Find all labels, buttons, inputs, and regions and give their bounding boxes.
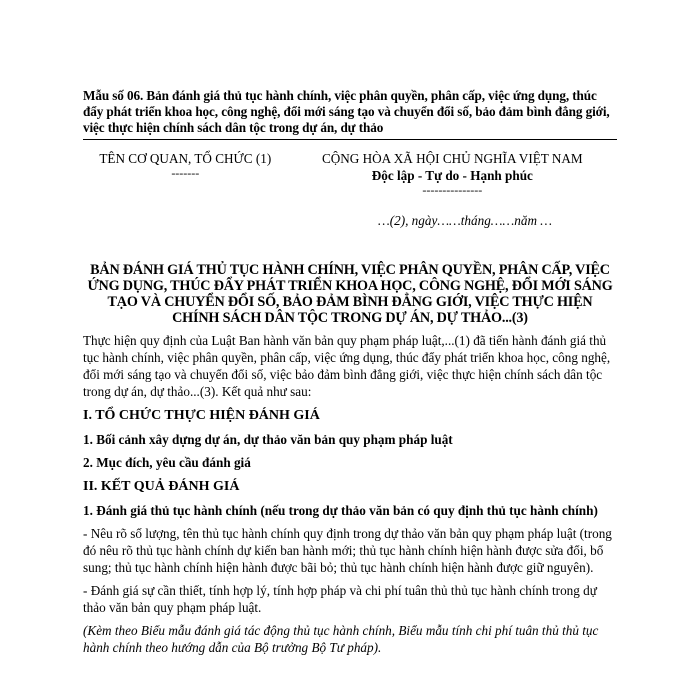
section-2-note: (Kèm theo Biểu mẫu đánh giá tác động thủ tục hành chính, Biểu mẫu tính chi phí tuân thủ thủ tục hành chính theo hướng dẫn của Bộ trưởng Bộ Tư pháp). <box>83 623 599 655</box>
agency-rule: ------- <box>171 166 200 180</box>
document-title: BẢN ĐÁNH GIÁ THỦ TỤC HÀNH CHÍNH, VIỆC PHÂN QUYỀN, PHÂN CẤP, VIỆC ỨNG DỤNG, THÚC ĐẨY PHÁT TRIỂN KHOA HỌC, CÔNG NGHỆ, ĐỔI MỚI SÁNG TẠO VÀ CHUYỂN ĐỔI SỐ, BẢO ĐẢM BÌNH ĐẲNG GIỚI, VIỆC THỰC HIỆN CHÍNH SÁCH DÂN TỘC TRONG DỰ ÁN, DỰ THẢO...(3) <box>87 262 613 326</box>
national-block <box>288 150 617 197</box>
agency-name: TÊN CƠ QUAN, TỔ CHỨC (1) <box>99 151 272 166</box>
place-date-line: …(2), ngày……tháng……năm … <box>377 213 552 228</box>
country-name: CỘNG HÒA XÃ HỘI CHỦ NGHĨA VIỆT NAM <box>321 151 583 166</box>
section-2-heading: II. KẾT QUẢ ĐÁNH GIÁ <box>83 479 240 494</box>
section-1-item-1: 1. Bối cảnh xây dựng dự án, dự thảo văn bản quy phạm pháp luật <box>83 432 453 447</box>
section-2-bullet-1: - Nêu rõ số lượng, tên thủ tục hành chính quy định trong dự thảo văn bản quy phạm pháp luật (trong đó nêu rõ thủ tục hành chính dự kiến ban hành mới; thủ tục hành chính hiện hành được sửa đổi, bổ sung; thủ tục hành chính hiện hành được bãi bỏ; thủ tục hành chính hiện hành được giữ nguyên). <box>83 526 612 575</box>
intro-paragraph: Thực hiện quy định của Luật Ban hành văn bản quy phạm pháp luật,...(1) đã tiến hành đánh giá thủ tục hành chính, việc phân quyền, phân cấp, việc ứng dụng, thúc đẩy phát triển khoa học, công nghệ, đổi mới sáng tạo và chuyển đổi số, việc bảo đảm bình đẳng giới, việc thực hiện chính sách dân tộc trong dự án, dự thảo...(3). Kết quả như sau: <box>83 333 611 399</box>
section-1-item-2: 2. Mục đích, yêu cầu đánh giá <box>83 455 251 470</box>
form-title: Mẫu số 06. Bản đánh giá thủ tục hành chính, việc phân quyền, phân cấp, việc ứng dụng, thúc đẩy phát triển khoa học, công nghệ, đổi mới sáng tạo và chuyển đổi số, bảo đảm bình đẳng giới, việc thực hiện chính sách dân tộc trong dự án, dự thảo <box>83 88 610 135</box>
document-header <box>83 150 617 197</box>
document-page <box>83 88 617 656</box>
section-2-item-1: 1. Đánh giá thủ tục hành chính (nếu trong dự thảo văn bản có quy định thủ tục hành chính) <box>83 503 598 518</box>
agency-block <box>83 150 288 197</box>
title-divider <box>83 139 617 140</box>
section-2-bullet-2: - Đánh giá sự cần thiết, tính hợp lý, tính hợp pháp và chi phí tuân thủ thủ tục hành chính trong dự thảo văn bản quy phạm pháp luật. <box>83 583 597 615</box>
motto: Độc lập - Tự do - Hạnh phúc <box>371 168 533 183</box>
section-1-heading: I. TỔ CHỨC THỰC HIỆN ĐÁNH GIÁ <box>83 408 320 423</box>
motto-rule: --------------- <box>422 183 483 197</box>
